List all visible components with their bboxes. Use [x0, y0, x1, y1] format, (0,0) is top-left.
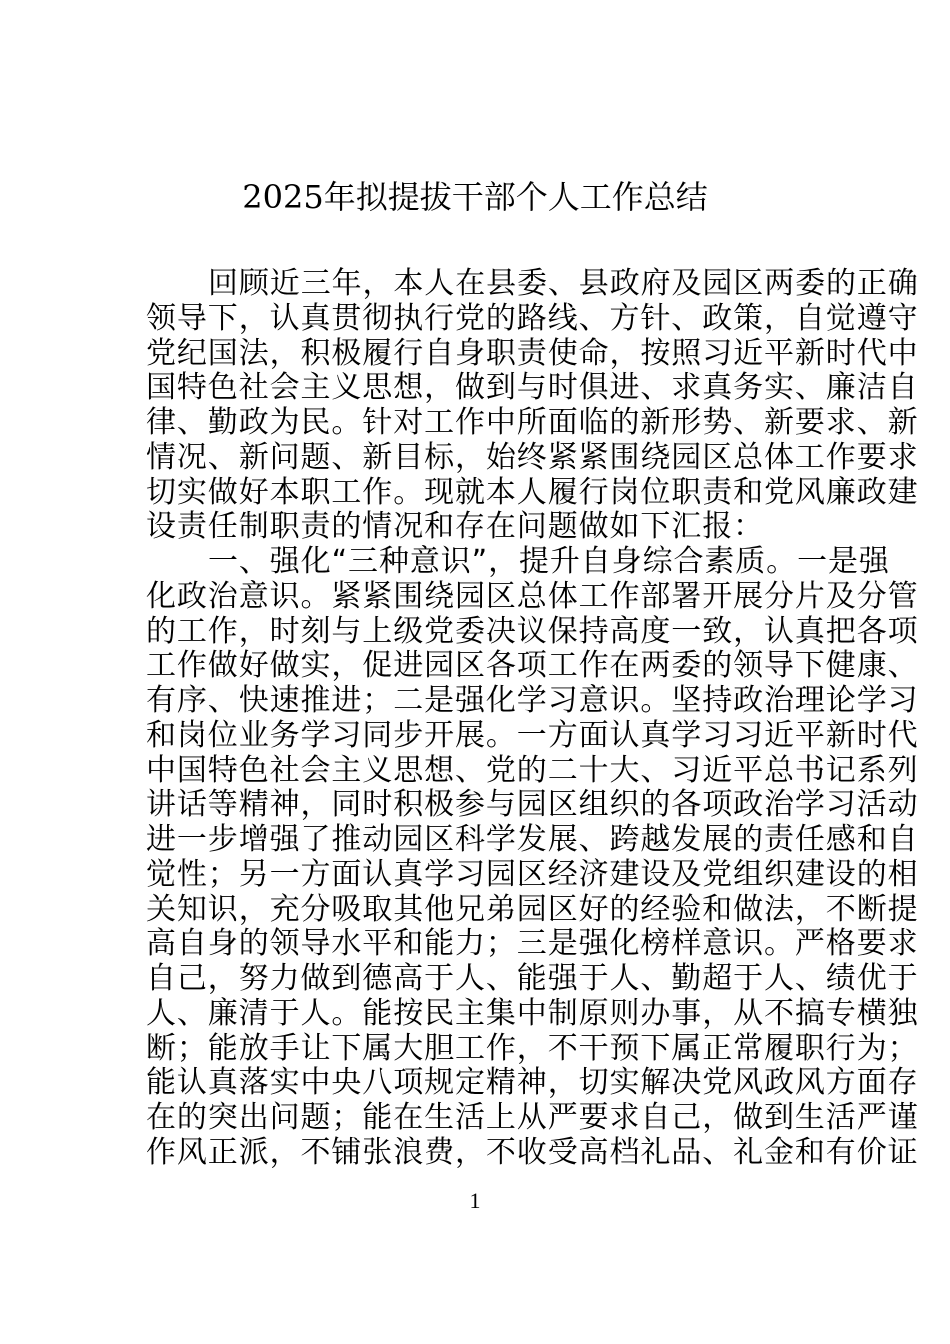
- text-line: 在的突出问题；能在生活上从严要求自己，做到生活严谨: [146, 1100, 919, 1135]
- text-line: 的工作，时刻与上级党委决议保持高度一致，认真把各项: [146, 613, 919, 649]
- text-line: 中国特色社会主义思想、党的二十大、习近平总书记系列: [146, 752, 919, 788]
- text-line: 回顾近三年，本人在县委、县政府及园区两委的正确: [208, 266, 919, 301]
- text-line: 党纪国法，积极履行自身职责使命，按照习近平新时代中: [146, 335, 919, 371]
- text-line: 化政治意识。紧紧围绕园区总体工作部署开展分片及分管: [146, 578, 919, 614]
- text-line: 国特色社会主义思想，做到与时俱进、求真务实、廉洁自: [146, 370, 919, 406]
- text-line: 作风正派，不铺张浪费，不收受高档礼品、礼金和有价证: [146, 1134, 919, 1170]
- text-line: 有序、快速推进；二是强化学习意识。坚持政治理论学习: [146, 683, 919, 718]
- page-number: 1: [469, 1188, 481, 1213]
- text-line: 和岗位业务学习同步开展。一方面认真学习习近平新时代: [146, 717, 919, 753]
- text-line: 关知识，充分吸取其他兄弟园区好的经验和做法，不断提: [146, 891, 919, 927]
- text-line: 讲话等精神，同时积极参与园区组织的各项政治学习活动: [146, 787, 919, 823]
- text-line: 人、廉清于人。能按民主集中制原则办事，从不搞专横独: [146, 995, 919, 1031]
- text-line: 一、强化“三种意识”，提升自身综合素质。一是强: [208, 544, 890, 579]
- document-title: 2025年拟提拔干部个人工作总结: [242, 178, 708, 216]
- text-line: 能认真落实中央八项规定精神，切实解决党风政风方面存: [146, 1065, 919, 1101]
- text-line: 觉性；另一方面认真学习园区经济建设及党组织建设的相: [146, 856, 919, 892]
- text-line: 情况、新问题、新目标，始终紧紧围绕园区总体工作要求: [146, 439, 919, 475]
- text-line: 切实做好本职工作。现就本人履行岗位职责和党风廉政建: [146, 474, 919, 510]
- text-line: 进一步增强了推动园区科学发展、跨越发展的责任感和自: [146, 822, 919, 857]
- text-line: 律、勤政为民。针对工作中所面临的新形势、新要求、新: [146, 405, 919, 440]
- text-line: 断；能放手让下属大胆工作，不干预下属正常履职行为；: [146, 1030, 919, 1066]
- text-line: 工作做好做实，促进园区各项工作在两委的领导下健康、: [146, 648, 919, 684]
- text-line: 自己，努力做到德高于人、能强于人、勤超于人、绩优于: [146, 961, 919, 996]
- document-body: [146, 266, 919, 1171]
- paragraph: [146, 266, 919, 545]
- text-line: 设责任制职责的情况和存在问题做如下汇报：: [146, 509, 764, 545]
- text-line: 高自身的领导水平和能力；三是强化榜样意识。严格要求: [146, 926, 919, 962]
- text-line: 领导下，认真贯彻执行党的路线、方针、政策，自觉遵守: [146, 300, 919, 336]
- paragraph: [146, 544, 919, 1171]
